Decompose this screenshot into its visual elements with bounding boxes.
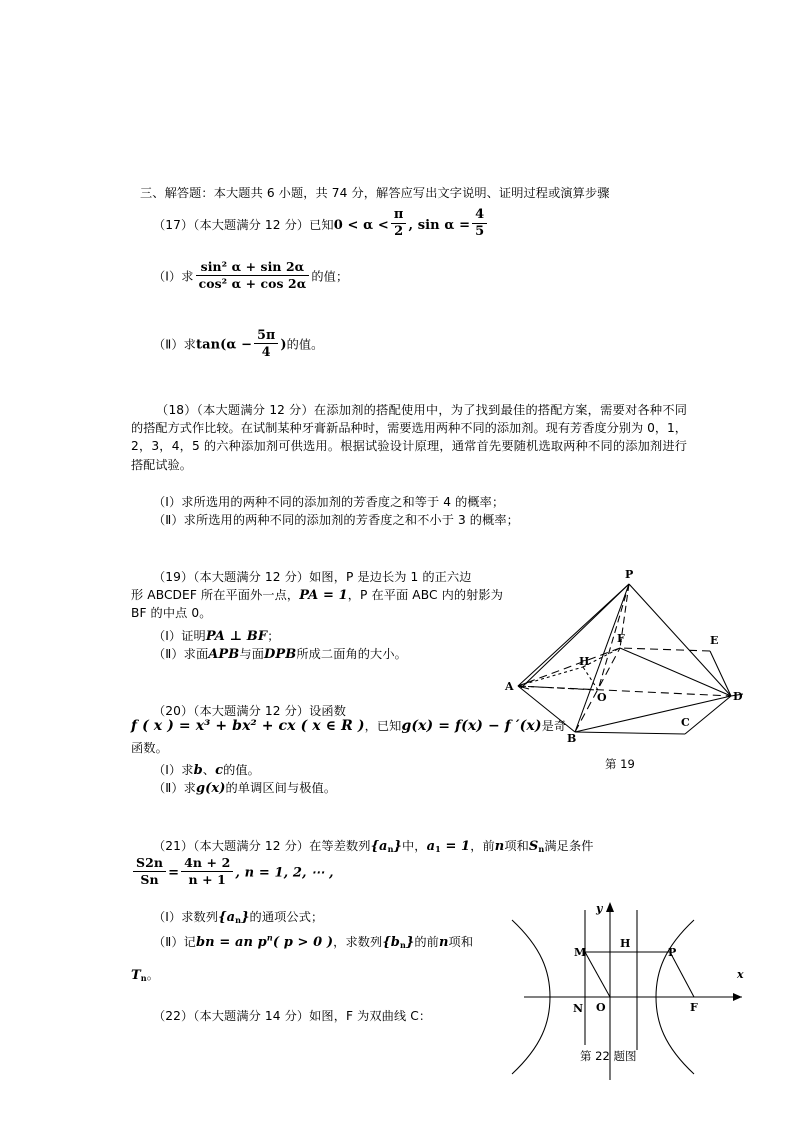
axis-x-arrow xyxy=(733,993,742,1001)
q19-figure-caption: 第 19 xyxy=(605,757,635,771)
q21-eq-rhs: $\frac{4n + 2}{n + 1}$ xyxy=(181,856,233,886)
q20-part2-a: （Ⅱ）求 xyxy=(153,781,196,795)
q20-line2-tail: 是奇 xyxy=(541,719,567,733)
q20-line1: （20）（本大题满分 12 分）设函数 xyxy=(153,704,347,718)
label-D: D xyxy=(733,690,743,703)
q19-line2-c: ，P 在平面 ABC 内的射影为 xyxy=(347,588,504,602)
q17-stem-prefix: （17）（本大题满分 12 分）已知 xyxy=(153,218,334,233)
q21-part1-sequence: $\{a_n\}$ xyxy=(218,910,250,925)
q19-line2 xyxy=(131,587,503,605)
q20-part2 xyxy=(153,780,336,798)
q21-line1 xyxy=(153,838,594,856)
section-header: 三、解答题：本大题共 6 小题，共 74 分，解答应写出文字说明、证明过程或演算步骤 xyxy=(140,186,610,200)
q19-plane-dpb: DPB xyxy=(263,647,297,662)
label-A: A xyxy=(505,680,514,693)
q21-a1-value: $a_1 = 1$ xyxy=(426,839,471,854)
label-H: H xyxy=(620,937,631,950)
q19-line3: BF 的中点 0。 xyxy=(131,606,212,620)
q21-part2-d: ，求数列 xyxy=(333,935,383,949)
q21-equation: $\frac{S2n}{Sn}$ = $\frac{4n + 2}{n + 1}$ , n = 1, 2, ⋯ , xyxy=(131,858,334,888)
label-M: M xyxy=(574,946,587,959)
q21-eq-lhs: $\frac{S2n}{Sn}$ xyxy=(133,856,166,886)
q22-line1: （22）（本大题满分 14 分）如图，F 为双曲线 C： xyxy=(153,1009,432,1023)
q17-condition-b: , sin α = xyxy=(408,218,471,234)
q21-var-n: n xyxy=(494,839,505,854)
q19-line2-a: 形 ABCDEF 所在平面外一点， xyxy=(131,588,300,602)
q17-part2-label: （Ⅱ）求 xyxy=(153,337,196,352)
q20-part2-c: 的单调区间与极值。 xyxy=(225,781,337,795)
q20-line3: 函数。 xyxy=(131,741,168,755)
q17-stem xyxy=(153,207,489,241)
label-E: E xyxy=(710,634,719,647)
label-O: O xyxy=(596,1001,606,1014)
q17-part1 xyxy=(153,259,349,292)
label-axis-y: y xyxy=(596,902,603,915)
q20-function-g: g(x) = f(x) − f ′(x) xyxy=(401,718,542,734)
q20-part1-c: 、 xyxy=(202,763,216,777)
q20-var-c: c xyxy=(215,763,224,778)
q17-part2-expr-close: ) xyxy=(280,337,287,353)
q21-line1-g: ，前 xyxy=(470,839,495,853)
q21-part2-tail xyxy=(131,967,159,985)
q21-line1-a: （21）（本大题满分 12 分）在等差数列 xyxy=(153,839,371,853)
edge-DE xyxy=(710,651,731,696)
q21-part1-a: （Ⅰ）求数列 xyxy=(153,910,219,924)
label-C: C xyxy=(681,716,690,729)
q17-part2 xyxy=(153,327,324,360)
label-B: B xyxy=(567,732,577,745)
edge-PA-2 xyxy=(521,584,629,688)
label-H: H xyxy=(579,655,590,668)
label-N: N xyxy=(573,1002,584,1015)
label-O: O xyxy=(597,691,607,704)
diagonal-FD xyxy=(620,648,731,696)
edge-EF xyxy=(620,648,710,651)
q21-part2 xyxy=(153,934,473,952)
q19-line1: （19）（本大题满分 12 分）如图，P 是边长为 1 的正六边 xyxy=(153,570,472,584)
q19-pa-perp-bf: PA ⊥ BF xyxy=(205,629,268,644)
q20-function-gx: g(x) xyxy=(195,781,226,796)
segment-OH xyxy=(583,667,598,690)
q19-part2-c: 与面 xyxy=(239,647,264,661)
label-F: F xyxy=(617,632,625,645)
q19-part1-c: ； xyxy=(267,629,280,643)
q17-condition-a: 0 < α < xyxy=(333,218,389,234)
q21-tn: $T_n$ xyxy=(131,968,147,983)
q19-part2-e: 所成二面角的大小。 xyxy=(296,647,407,661)
q17-part2-suffix: 的值。 xyxy=(286,337,324,352)
q21-part2-tail-end: 。 xyxy=(146,968,160,982)
q17-condition-frac2: $\frac{4}{5}$ xyxy=(472,208,487,239)
label-P: P xyxy=(625,568,634,581)
q18-body: （18）（本大题满分 12 分）在添加剂的搭配使用中，为了找到最佳的搭配方案，需要对各种不同的搭配方式作比较。在试制某种牙膏新品种时，需要选用两种不同的添加剂。现有芳香度分别为 0，1，2，3，4，5 的六种添加剂可供选用。根据试验设计原理，通常首先要随机选取两种不同的添加剂进行搭配试验。 xyxy=(131,403,687,472)
q17-part1-suffix: 的值； xyxy=(311,269,349,284)
q19-part1-a: （Ⅰ）证明 xyxy=(153,629,206,643)
q21-sequence-b: $\{b_n\}$ xyxy=(382,935,415,950)
q21-part2-a: （Ⅱ）记 xyxy=(153,935,196,949)
q21-part2-g: 的前 xyxy=(414,935,439,949)
q20-part1 xyxy=(153,762,260,780)
q22-figure-caption: 第 22 题图 xyxy=(580,1049,637,1063)
segment-MO xyxy=(585,952,610,997)
q17-condition-frac1: $\frac{\pi}{2}$ xyxy=(391,208,407,239)
q19-pa-equals-one: PA = 1 xyxy=(299,588,348,603)
q21-part2-var-n: n xyxy=(438,935,449,950)
q17-part1-label: （Ⅰ）求 xyxy=(153,269,194,284)
q17-part2-fraction: $\frac{5\pi}{4}$ xyxy=(254,328,278,358)
q22-hyperbola-figure-svg xyxy=(502,890,792,1105)
q18-part2: （Ⅱ）求所选用的两种不同的添加剂的芳香度之和不小于 3 的概率； xyxy=(153,513,519,527)
q21-sequence-a: $\{a_n\}$ xyxy=(370,839,402,854)
q17-part2-expr-open: tan(α − xyxy=(195,337,253,353)
edge-PA xyxy=(518,584,629,686)
q19-part2-a: （Ⅱ）求面 xyxy=(153,647,209,661)
q21-part2-i: 项和 xyxy=(448,935,474,949)
q19-plane-apb: APB xyxy=(208,647,240,662)
q21-part1-d: 的通项公式； xyxy=(249,910,324,924)
label-P: P xyxy=(668,946,677,959)
q17-part1-fraction: $\frac{\text{sin² α + sin 2α}}{\text{cos² α + cos 2α}}$ xyxy=(196,260,310,290)
q20-part1-e: 的值。 xyxy=(223,763,260,777)
q20-function-f: f ( x ) = x³ + bx² + cx ( x ∈ R ) xyxy=(131,718,365,734)
axis-y-arrow xyxy=(606,902,614,912)
q21-sum-sn: $S_n$ xyxy=(528,839,545,854)
q20-line2-mid: ，已知 xyxy=(364,719,402,733)
q20-part1-a: （Ⅰ）求 xyxy=(153,763,194,777)
edge-BC xyxy=(575,732,685,734)
q19-part2 xyxy=(153,646,407,664)
q19-part1 xyxy=(153,628,280,646)
q20-line2 xyxy=(131,718,566,736)
q20-var-b: b xyxy=(193,763,203,778)
q21-line1-k: 满足条件 xyxy=(544,839,594,853)
q21-line1-d: 中， xyxy=(401,839,427,853)
q21-part1 xyxy=(153,909,323,927)
q18-part1: （Ⅰ）求所选用的两种不同的添加剂的芳香度之和等于 4 的概率； xyxy=(153,495,505,509)
edge-FA xyxy=(518,648,620,686)
q21-bn-definition: bn = an $p^n$( p > 0 ) xyxy=(195,932,334,950)
label-axis-x: x xyxy=(737,968,744,981)
label-F: F xyxy=(690,1001,698,1014)
q22-figure xyxy=(502,890,792,1105)
q21-eq-tail: , n = 1, 2, ⋯ , xyxy=(235,865,334,881)
q21-line1-i: 项和 xyxy=(504,839,529,853)
